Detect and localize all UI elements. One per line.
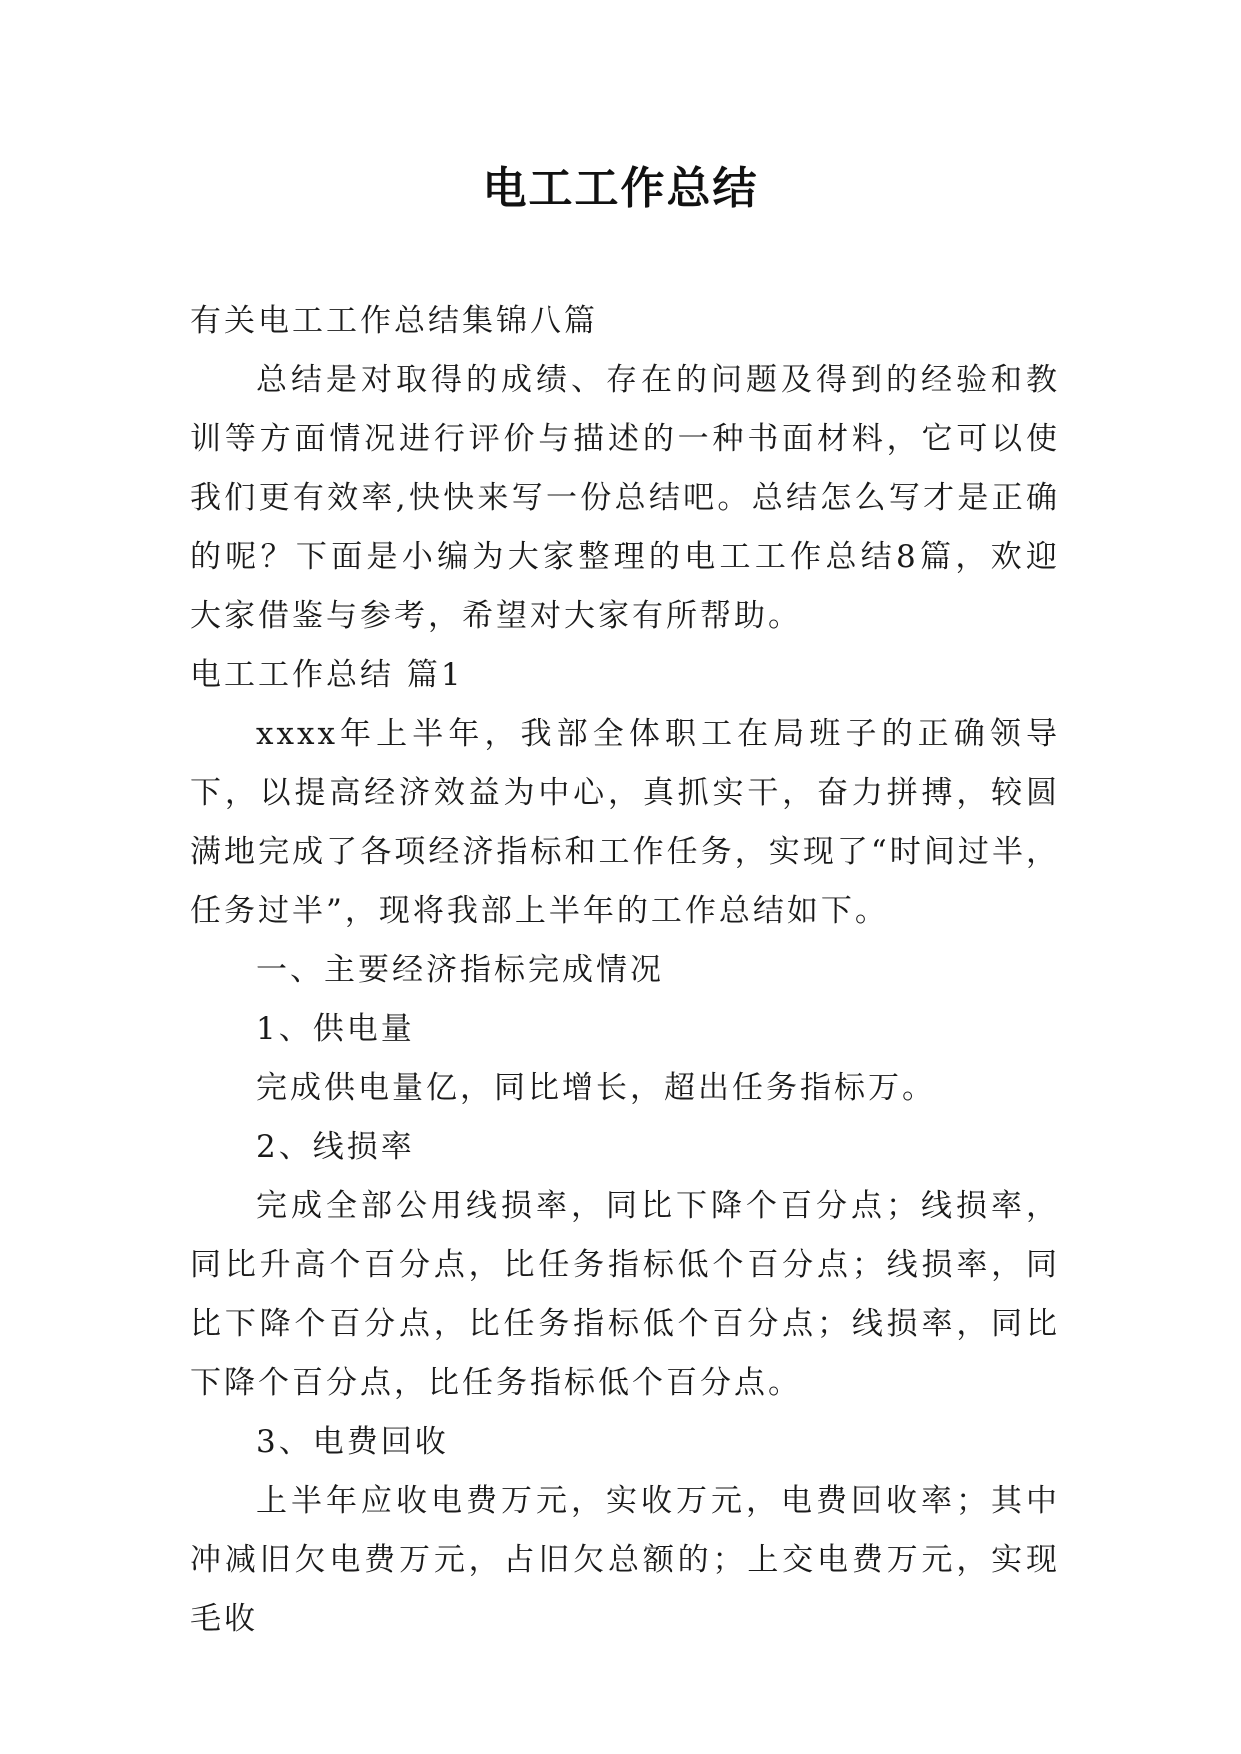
item-text-power-supply: 完成供电量亿，同比增长，超出任务指标万。: [256, 1070, 936, 1106]
section-intro-paragraph: xxxx年上半年，我部全体职工在局班子的正确领导下，以提高经济效益为中心，真抓实干，奋力拼搏，较圆满地完成了各项经济指标和工作任务，实现了“时间过半，任务过半”，现将我部上半年的工作总结如下。: [190, 716, 1060, 929]
document-subtitle: 有关电工工作总结集锦八篇: [190, 303, 598, 339]
section-heading: 电工工作总结 篇1: [190, 657, 464, 693]
item-text-fee-collection: 上半年应收电费万元，实收万元，电费回收率；其中冲减旧欠电费万元，占旧欠总额的；上交电费万元，实现毛收: [190, 1483, 1060, 1637]
item-heading-line-loss: 2、线损率: [256, 1129, 415, 1165]
item-heading-power-supply: 1、供电量: [256, 1011, 415, 1047]
item-text-line-loss: 完成全部公用线损率，同比下降个百分点；线损率，同比升高个百分点，比任务指标低个百分点；线损率，同比下降个百分点，比任务指标低个百分点；线损率，同比下降个百分点，比任务指标低个百分点。: [190, 1188, 1060, 1401]
part-heading: 一、主要经济指标完成情况: [256, 952, 664, 988]
document-title: 电工工作总结: [482, 163, 759, 214]
document-body: [190, 292, 1060, 1649]
item-heading-fee-collection: 3、电费回收: [256, 1424, 449, 1460]
intro-paragraph: 总结是对取得的成绩、存在的问题及得到的经验和教训等方面情况进行评价与描述的一种书面材料，它可以使我们更有效率,快快来写一份总结吧。总结怎么写才是正确的呢？下面是小编为大家整理的电工工作总结8篇，欢迎大家借鉴与参考，希望对大家有所帮助。: [190, 362, 1060, 634]
